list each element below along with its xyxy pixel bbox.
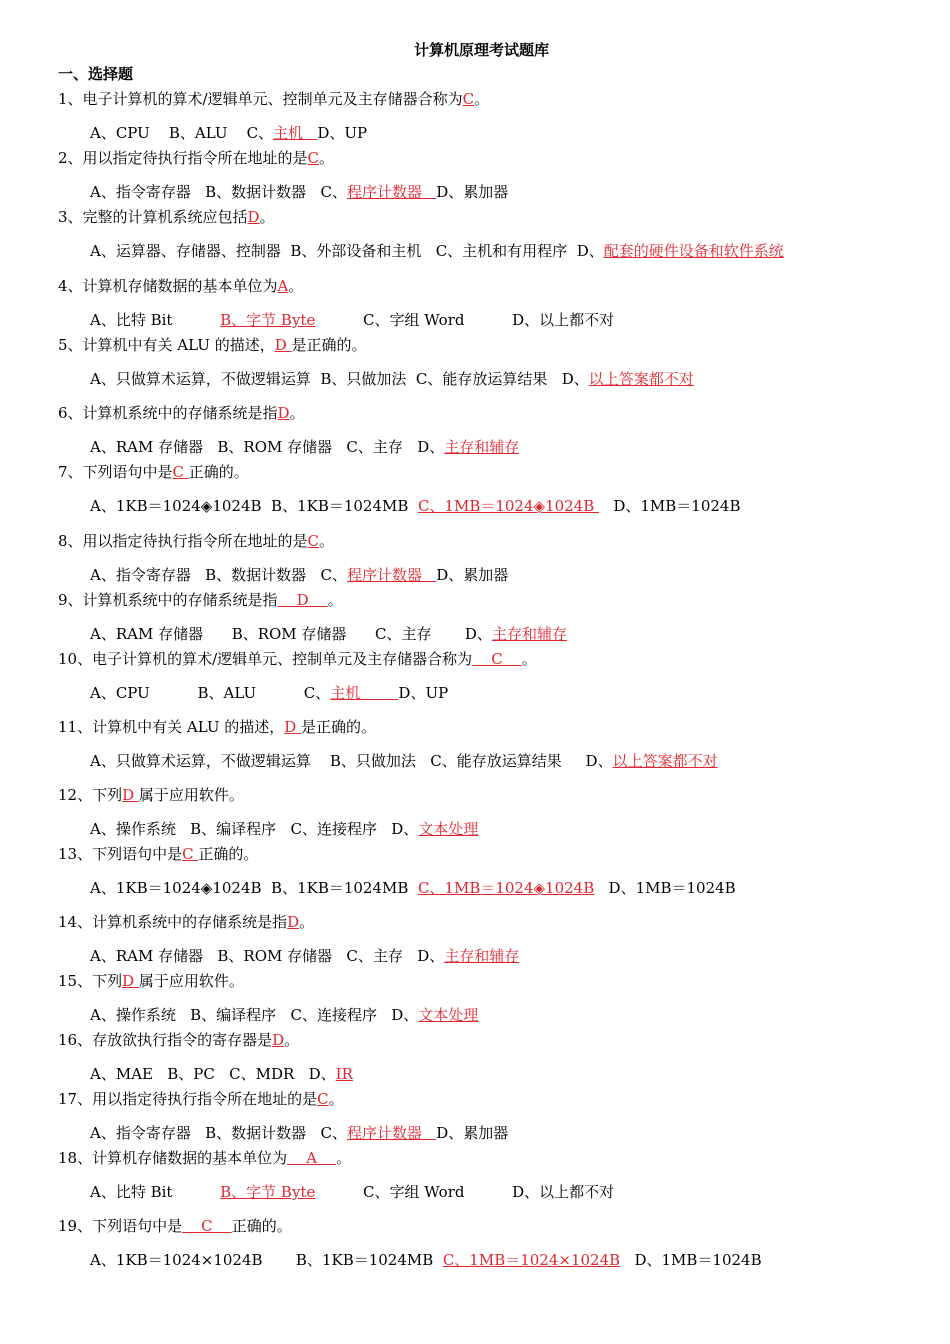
- answer-mark: D: [287, 913, 300, 931]
- options-line: [90, 878, 736, 898]
- line-text: 。: [288, 277, 304, 295]
- answer-mark: 主机: [330, 684, 399, 702]
- options-line: [90, 819, 478, 839]
- line-text: A、1KB＝1024◈1024B B、1KB＝1024MB: [90, 497, 418, 515]
- question-line: [58, 912, 314, 932]
- question-line: [58, 462, 249, 482]
- question-line: [58, 335, 367, 355]
- line-text: 。: [289, 404, 305, 422]
- line-text: 正确的。: [231, 1217, 292, 1235]
- line-text: 。: [319, 149, 335, 167]
- line-text: A、指令寄存器 B、数据计数器 C、: [90, 566, 347, 584]
- question-line: [58, 531, 334, 551]
- line-text: 5、计算机中有关 ALU 的描述，: [58, 336, 275, 354]
- section-heading: 一、选择题: [58, 65, 134, 83]
- options-line: [90, 1250, 762, 1270]
- options-line: [90, 1064, 353, 1084]
- question-line: [58, 971, 244, 991]
- answer-mark: 主存和辅存: [444, 438, 520, 456]
- answer-mark: C: [182, 845, 199, 863]
- options-line: [90, 496, 740, 516]
- line-text: 是正确的。: [291, 336, 367, 354]
- line-text: D、1MB＝1024B: [594, 879, 736, 897]
- line-text: A、RAM 存储器 B、ROM 存储器 C、主存 D、: [90, 438, 445, 456]
- line-text: 16、存放欲执行指令的寄存器是: [58, 1031, 273, 1049]
- line-text: D、累加器: [436, 1124, 509, 1142]
- line-text: 。: [327, 591, 343, 609]
- answer-mark: 主机: [273, 124, 318, 142]
- options-line: [90, 310, 614, 330]
- line-text: D、1MB＝1024B: [620, 1251, 762, 1269]
- line-text: A、只做算术运算，不做逻辑运算 B、只做加法 C、能存放运算结果 D、: [90, 752, 613, 770]
- answer-mark: 文本处理: [418, 820, 479, 838]
- options-line: [90, 683, 448, 703]
- question-line: [58, 1216, 292, 1236]
- line-text: 。: [336, 1149, 352, 1167]
- answer-mark: C: [307, 532, 320, 550]
- answer-mark: C: [307, 149, 320, 167]
- answer-mark: 以上答案都不对: [588, 370, 694, 388]
- line-text: 。: [521, 650, 537, 668]
- line-text: D、UP: [398, 684, 449, 702]
- line-text: 。: [299, 913, 315, 931]
- question-line: [58, 785, 244, 805]
- line-text: A、MAE B、PC C、MDR D、: [90, 1065, 336, 1083]
- question-line: [58, 1089, 344, 1109]
- line-text: D、累加器: [436, 183, 509, 201]
- options-line: [90, 369, 694, 389]
- answer-mark: D: [284, 718, 302, 736]
- options-line: [90, 1123, 508, 1143]
- line-text: 19、下列语句中是: [58, 1217, 183, 1235]
- answer-mark: D: [277, 591, 328, 609]
- line-text: A、1KB＝1024◈1024B B、1KB＝1024MB: [90, 879, 418, 897]
- options-line: [90, 437, 519, 457]
- answer-mark: 配套的硬件设备和软件系统: [603, 242, 784, 260]
- options-line: [90, 182, 508, 202]
- answer-mark: D: [122, 972, 139, 990]
- answer-mark: A: [287, 1149, 337, 1167]
- line-text: 。: [319, 532, 335, 550]
- options-line: [90, 751, 718, 771]
- answer-mark: C: [182, 1217, 232, 1235]
- question-line: [58, 207, 275, 227]
- answer-mark: 以上答案都不对: [612, 752, 718, 770]
- line-text: 。: [474, 90, 490, 108]
- line-text: D、UP: [317, 124, 368, 142]
- question-line: [58, 89, 489, 109]
- answer-mark: 主存和辅存: [491, 625, 567, 643]
- answer-mark: A: [277, 277, 289, 295]
- answer-mark: B、字节 Byte: [220, 1183, 316, 1201]
- line-text: 属于应用软件。: [138, 786, 244, 804]
- answer-mark: IR: [335, 1065, 353, 1083]
- answer-mark: D: [277, 404, 290, 422]
- options-line: [90, 1182, 614, 1202]
- options-line: [90, 1005, 478, 1025]
- line-text: C、字组 Word D、以上都不对: [315, 311, 615, 329]
- line-text: A、操作系统 B、编译程序 C、连接程序 D、: [90, 1006, 419, 1024]
- line-text: 正确的。: [198, 845, 259, 863]
- answer-mark: 程序计数器: [346, 566, 437, 584]
- options-line: [90, 123, 367, 143]
- line-text: 3、完整的计算机系统应包括: [58, 208, 248, 226]
- answer-mark: B、字节 Byte: [220, 311, 316, 329]
- question-line: [58, 717, 376, 737]
- options-line: [90, 241, 784, 261]
- options-line: [90, 946, 519, 966]
- line-text: 17、用以指定待执行指令所在地址的是: [58, 1090, 318, 1108]
- line-text: A、运算器、存储器、控制器 B、外部设备和主机 C、主机和有用程序 D、: [90, 242, 604, 260]
- line-text: C、字组 Word D、以上都不对: [315, 1183, 615, 1201]
- line-text: 。: [328, 1090, 344, 1108]
- page-title: 计算机原理考试题库: [414, 41, 550, 59]
- line-text: 10、电子计算机的算术/逻辑单元、控制单元及主存储器合称为: [58, 650, 473, 668]
- line-text: 。: [259, 208, 275, 226]
- line-text: 18、计算机存储数据的基本单位为: [58, 1149, 288, 1167]
- line-text: A、CPU B、ALU C、: [90, 684, 331, 702]
- line-text: 2、用以指定待执行指令所在地址的是: [58, 149, 308, 167]
- question-line: [58, 649, 537, 669]
- answer-mark: 主存和辅存: [444, 947, 520, 965]
- answer-mark: D: [247, 208, 260, 226]
- answer-mark: 文本处理: [418, 1006, 479, 1024]
- line-text: A、1KB＝1024×1024B B、1KB＝1024MB: [90, 1251, 443, 1269]
- line-text: 属于应用软件。: [138, 972, 244, 990]
- answer-mark: C: [172, 463, 189, 481]
- question-line: [58, 276, 303, 296]
- options-line: [90, 565, 508, 585]
- line-text: 13、下列语句中是: [58, 845, 183, 863]
- line-text: D、1MB＝1024B: [599, 497, 741, 515]
- question-line: [58, 1148, 351, 1168]
- answer-mark: 程序计数器: [346, 1124, 437, 1142]
- line-text: A、只做算术运算，不做逻辑运算 B、只做加法 C、能存放运算结果 D、: [90, 370, 589, 388]
- line-text: 4、计算机存储数据的基本单位为: [58, 277, 278, 295]
- line-text: D、累加器: [436, 566, 509, 584]
- line-text: A、指令寄存器 B、数据计数器 C、: [90, 183, 347, 201]
- line-text: 。: [284, 1031, 300, 1049]
- line-text: A、CPU B、ALU C、: [90, 124, 274, 142]
- answer-mark: C: [462, 90, 475, 108]
- line-text: A、操作系统 B、编译程序 C、连接程序 D、: [90, 820, 419, 838]
- answer-mark: D: [274, 336, 292, 354]
- question-line: [58, 403, 305, 423]
- answer-mark: C、1MB＝1024◈1024B: [417, 497, 600, 515]
- line-text: 11、计算机中有关 ALU 的描述，: [58, 718, 285, 736]
- line-text: 8、用以指定待执行指令所在地址的是: [58, 532, 308, 550]
- question-line: [58, 590, 343, 610]
- line-text: 12、下列: [58, 786, 123, 804]
- line-text: A、RAM 存储器 B、ROM 存储器 C、主存 D、: [90, 947, 445, 965]
- line-text: 是正确的。: [301, 718, 377, 736]
- answer-mark: D: [122, 786, 139, 804]
- options-line: [90, 624, 567, 644]
- question-line: [58, 148, 334, 168]
- answer-mark: 程序计数器: [346, 183, 437, 201]
- answer-mark: C: [317, 1090, 329, 1108]
- line-text: 9、计算机系统中的存储系统是指: [58, 591, 278, 609]
- line-text: A、RAM 存储器 B、ROM 存储器 C、主存 D、: [90, 625, 492, 643]
- line-text: 14、计算机系统中的存储系统是指: [58, 913, 288, 931]
- answer-mark: C、1MB＝1024×1024B: [442, 1251, 621, 1269]
- line-text: 正确的。: [188, 463, 249, 481]
- line-text: 6、计算机系统中的存储系统是指: [58, 404, 278, 422]
- question-line: [58, 1030, 299, 1050]
- question-line: [58, 844, 258, 864]
- line-text: 1、电子计算机的算术/逻辑单元、控制单元及主存储器合称为: [58, 90, 463, 108]
- line-text: A、比特 Bit: [90, 1183, 221, 1201]
- answer-mark: C: [472, 650, 522, 668]
- line-text: 15、下列: [58, 972, 123, 990]
- line-text: 7、下列语句中是: [58, 463, 173, 481]
- answer-mark: D: [272, 1031, 285, 1049]
- line-text: A、比特 Bit: [90, 311, 221, 329]
- answer-mark: C、1MB＝1024◈1024B: [417, 879, 595, 897]
- line-text: A、指令寄存器 B、数据计数器 C、: [90, 1124, 347, 1142]
